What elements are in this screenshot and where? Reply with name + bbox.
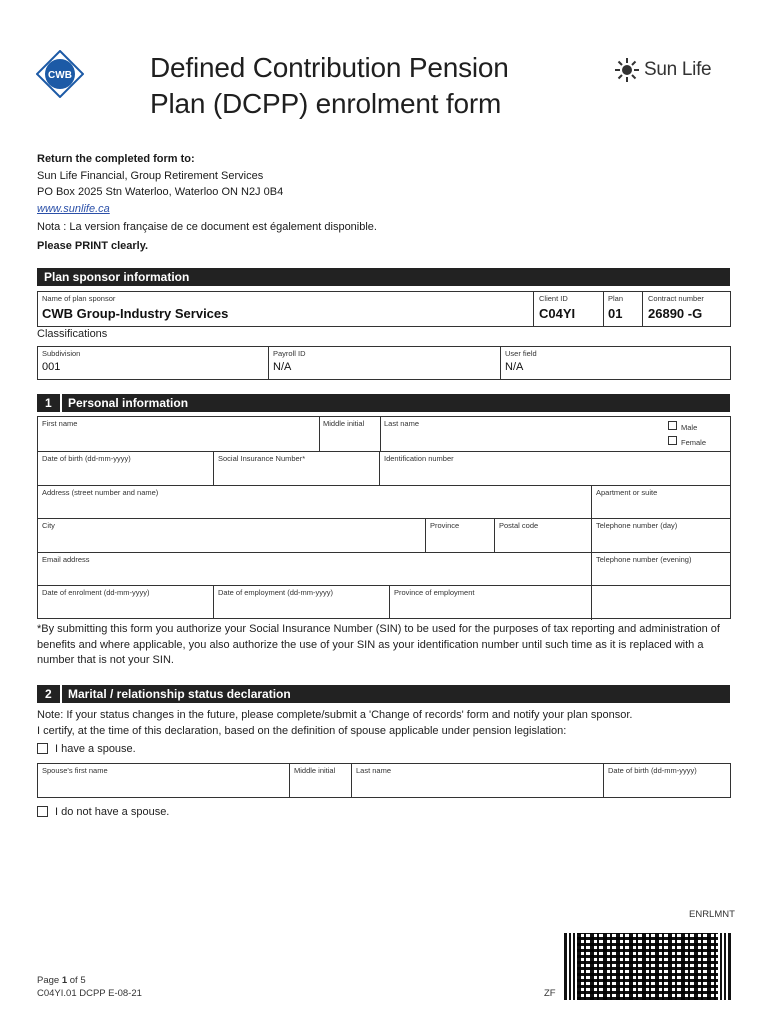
- dob-label: Date of birth (dd-mm-yyyy): [42, 454, 131, 463]
- sin-field[interactable]: [214, 452, 379, 485]
- sin-label: Social Insurance Number*: [218, 454, 306, 463]
- middle-initial-label: Middle initial: [323, 419, 365, 428]
- personal-info-grid: [37, 416, 731, 619]
- plan-sponsor-box: [37, 291, 731, 327]
- address-label: Address (street number and name): [42, 488, 159, 497]
- document-code: C04YI.01 DCPP E-08-21: [37, 988, 142, 999]
- first-name-label: First name: [42, 419, 78, 428]
- plan-sponsor-heading: Plan sponsor information: [44, 270, 190, 284]
- id-number-field[interactable]: [380, 452, 730, 485]
- french-note: Nota : La version française de ce document est également disponible.: [37, 221, 377, 233]
- classifications-box: [37, 346, 731, 380]
- have-spouse-checkbox[interactable]: [37, 743, 48, 754]
- sun-icon: [614, 57, 640, 83]
- id-number-label: Identification number: [384, 454, 454, 463]
- enrolment-date-label: Date of enrolment (dd-mm-yyyy): [42, 588, 150, 597]
- title-line-1: Defined Contribution Pension: [150, 52, 509, 83]
- subdivision-value: 001: [42, 361, 61, 373]
- section-number-1: 1: [44, 394, 62, 412]
- page-indicator: Page 1 of 5: [37, 975, 86, 986]
- plan-value: 01: [608, 306, 623, 321]
- print-note: Please PRINT clearly.: [37, 239, 149, 252]
- user-field-value: N/A: [505, 361, 524, 373]
- spouse-middle-initial-label: Middle initial: [294, 766, 336, 775]
- sunlife-wordmark: Sun Life: [644, 59, 712, 80]
- spouse-info-box: [37, 763, 731, 798]
- no-spouse-label: I do not have a spouse.: [55, 806, 170, 818]
- enrolment-date-field[interactable]: [38, 586, 213, 619]
- contract-label: Contract number: [648, 294, 704, 303]
- barcode: [564, 933, 731, 1000]
- payroll-id-label: Payroll ID: [273, 349, 306, 358]
- employment-date-field[interactable]: [214, 586, 389, 619]
- return-label: Return the completed form to:: [37, 153, 195, 165]
- email-field[interactable]: [38, 553, 591, 586]
- tel-evening-label: Telephone number (evening): [596, 555, 692, 564]
- status-change-note: Note: If your status changes in the future, please complete/submit a 'Change of records' form and notify your plan sponsor.: [37, 709, 633, 721]
- certify-statement: I certify, at the time of this declaration, based on the definition of spouse applicable under pension legislation:: [37, 725, 567, 737]
- tel-day-label: Telephone number (day): [596, 521, 678, 530]
- marital-status-heading: Marital / relationship status declaration: [68, 687, 291, 701]
- sponsor-name-value: CWB Group-Industry Services: [42, 306, 229, 321]
- no-spouse-checkbox[interactable]: [37, 806, 48, 817]
- cwb-logo: [36, 50, 84, 98]
- last-name-label: Last name: [384, 419, 420, 428]
- spouse-first-name-label: Spouse's first name: [42, 766, 108, 775]
- zf-code: ZF: [544, 988, 556, 999]
- svg-text:CWB: CWB: [48, 70, 72, 81]
- intro-block: [37, 151, 377, 254]
- classifications-label: Classifications: [37, 328, 108, 340]
- page-title: [150, 50, 509, 122]
- apartment-label: Apartment or suite: [596, 488, 658, 497]
- title-line-2: Plan (DCPP) enrolment form: [150, 88, 502, 119]
- address-field[interactable]: [38, 486, 591, 519]
- website-link[interactable]: www.sunlife.ca: [37, 202, 110, 215]
- tel-evening-field[interactable]: [592, 553, 730, 586]
- middle-initial-field[interactable]: [320, 417, 380, 451]
- address-line-2: PO Box 2025 Stn Waterloo, Waterloo ON N2J 0B4: [37, 186, 284, 198]
- province-employment-label: Province of employment: [394, 588, 475, 597]
- city-field[interactable]: [38, 519, 425, 552]
- spouse-dob-label: Date of birth (dd-mm-yyyy): [608, 766, 697, 775]
- postal-code-field[interactable]: [495, 519, 591, 552]
- section-number-2: 2: [44, 685, 62, 703]
- province-label: Province: [430, 521, 460, 530]
- spouse-last-name-field[interactable]: [352, 764, 603, 797]
- marital-status-header: [37, 685, 730, 703]
- female-checkbox[interactable]: [668, 436, 677, 445]
- sin-note: *By submitting this form you authorize your Social Insurance Number (SIN) to be used for the purposes of tax reporting and administration of benefits and where applicable, you also authorize the use of your SIN as your identification number until such time as it is replaced with a number that is not your SIN.: [37, 623, 720, 666]
- subdivision-label: Subdivision: [42, 349, 81, 358]
- province-employment-field[interactable]: [390, 586, 730, 619]
- tel-day-field[interactable]: [592, 519, 730, 552]
- address-line-1: Sun Life Financial, Group Retirement Services: [37, 169, 264, 182]
- dob-field[interactable]: [38, 452, 213, 485]
- city-label: City: [42, 521, 55, 530]
- spouse-middle-initial-field[interactable]: [290, 764, 351, 797]
- sunlife-logo: [614, 56, 734, 84]
- sponsor-name-label: Name of plan sponsor: [42, 294, 116, 303]
- contract-value: 26890 -G: [648, 306, 703, 321]
- male-checkbox[interactable]: [668, 421, 677, 430]
- client-id-label: Client ID: [539, 294, 568, 303]
- plan-label: Plan: [608, 294, 624, 303]
- client-id-value: C04YI: [539, 306, 576, 321]
- employment-date-label: Date of employment (dd-mm-yyyy): [218, 588, 334, 597]
- personal-info-heading: Personal information: [68, 396, 189, 410]
- plan-sponsor-header: [37, 268, 730, 286]
- spouse-dob-field[interactable]: [604, 764, 730, 797]
- payroll-id-value: N/A: [273, 361, 292, 373]
- personal-info-header: [37, 394, 730, 412]
- postal-code-label: Postal code: [499, 521, 539, 530]
- last-name-field[interactable]: [381, 417, 661, 451]
- user-field-label: User field: [505, 349, 537, 358]
- apartment-field[interactable]: [592, 486, 730, 519]
- province-field[interactable]: [426, 519, 494, 552]
- male-label: Male: [681, 423, 698, 432]
- spouse-last-name-label: Last name: [356, 766, 392, 775]
- first-name-field[interactable]: [38, 417, 319, 451]
- have-spouse-label: I have a spouse.: [55, 743, 136, 755]
- spouse-first-name-field[interactable]: [38, 764, 289, 797]
- female-label: Female: [681, 438, 707, 447]
- form-code: ENRLMNT: [689, 909, 735, 920]
- email-label: Email address: [42, 555, 90, 564]
